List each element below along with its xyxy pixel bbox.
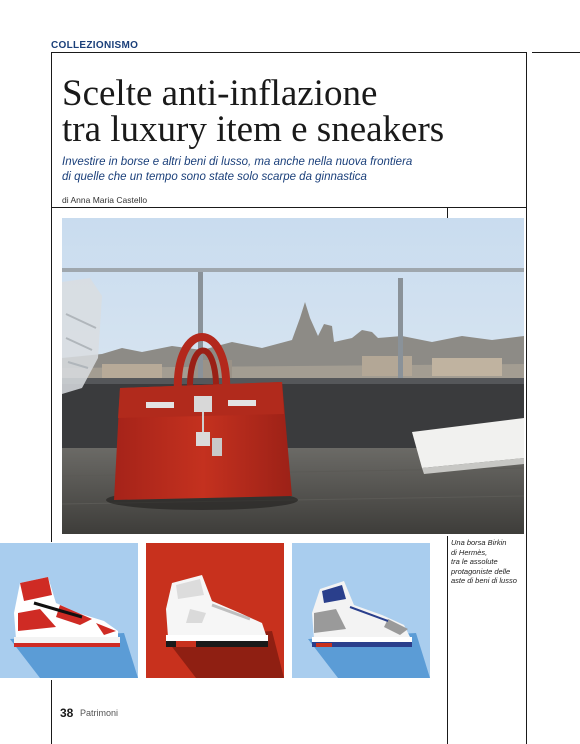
caption-line: aste di beni di lusso [451,576,517,585]
top-rule [51,52,526,53]
left-column-rule-lower [51,680,52,744]
title-line: tra luxury item e sneakers [62,109,445,150]
sneaker-tile-white-on-red [146,543,284,678]
magazine-name: Patrimoni [80,708,119,718]
right-column-rule [526,52,527,744]
section-label: COLLEZIONISMO [51,40,139,51]
caption-column-rule [447,536,448,744]
caption-column-rule-top [447,207,448,218]
sneaker-tile-white-blue [292,543,430,678]
caption-line: protagoniste delle [451,566,511,576]
article-subtitle [62,155,462,185]
left-column-rule [51,52,52,542]
top-rule-right [532,52,580,53]
birkin-bag-photo [62,218,524,534]
article-title [62,73,532,150]
byline-rule [51,207,526,208]
caption-line: di Hermès, [451,547,488,557]
caption-line: tra le assolute [451,557,498,566]
subtitle-line: Investire in borse e altri beni di lusso, ma anche nella nuova frontiera [62,156,413,168]
subtitle-line: di quelle che un tempo sono state solo scarpe da ginnastica [62,171,367,183]
page-number: 38 [60,706,74,720]
title-line: Scelte anti-inflazione [62,73,378,114]
caption-line: Una borsa Birkin [451,538,507,547]
sneaker-tile-red-hightop [0,543,138,678]
photo-caption [451,538,531,586]
byline: di Anna Maria Castello [62,195,148,205]
